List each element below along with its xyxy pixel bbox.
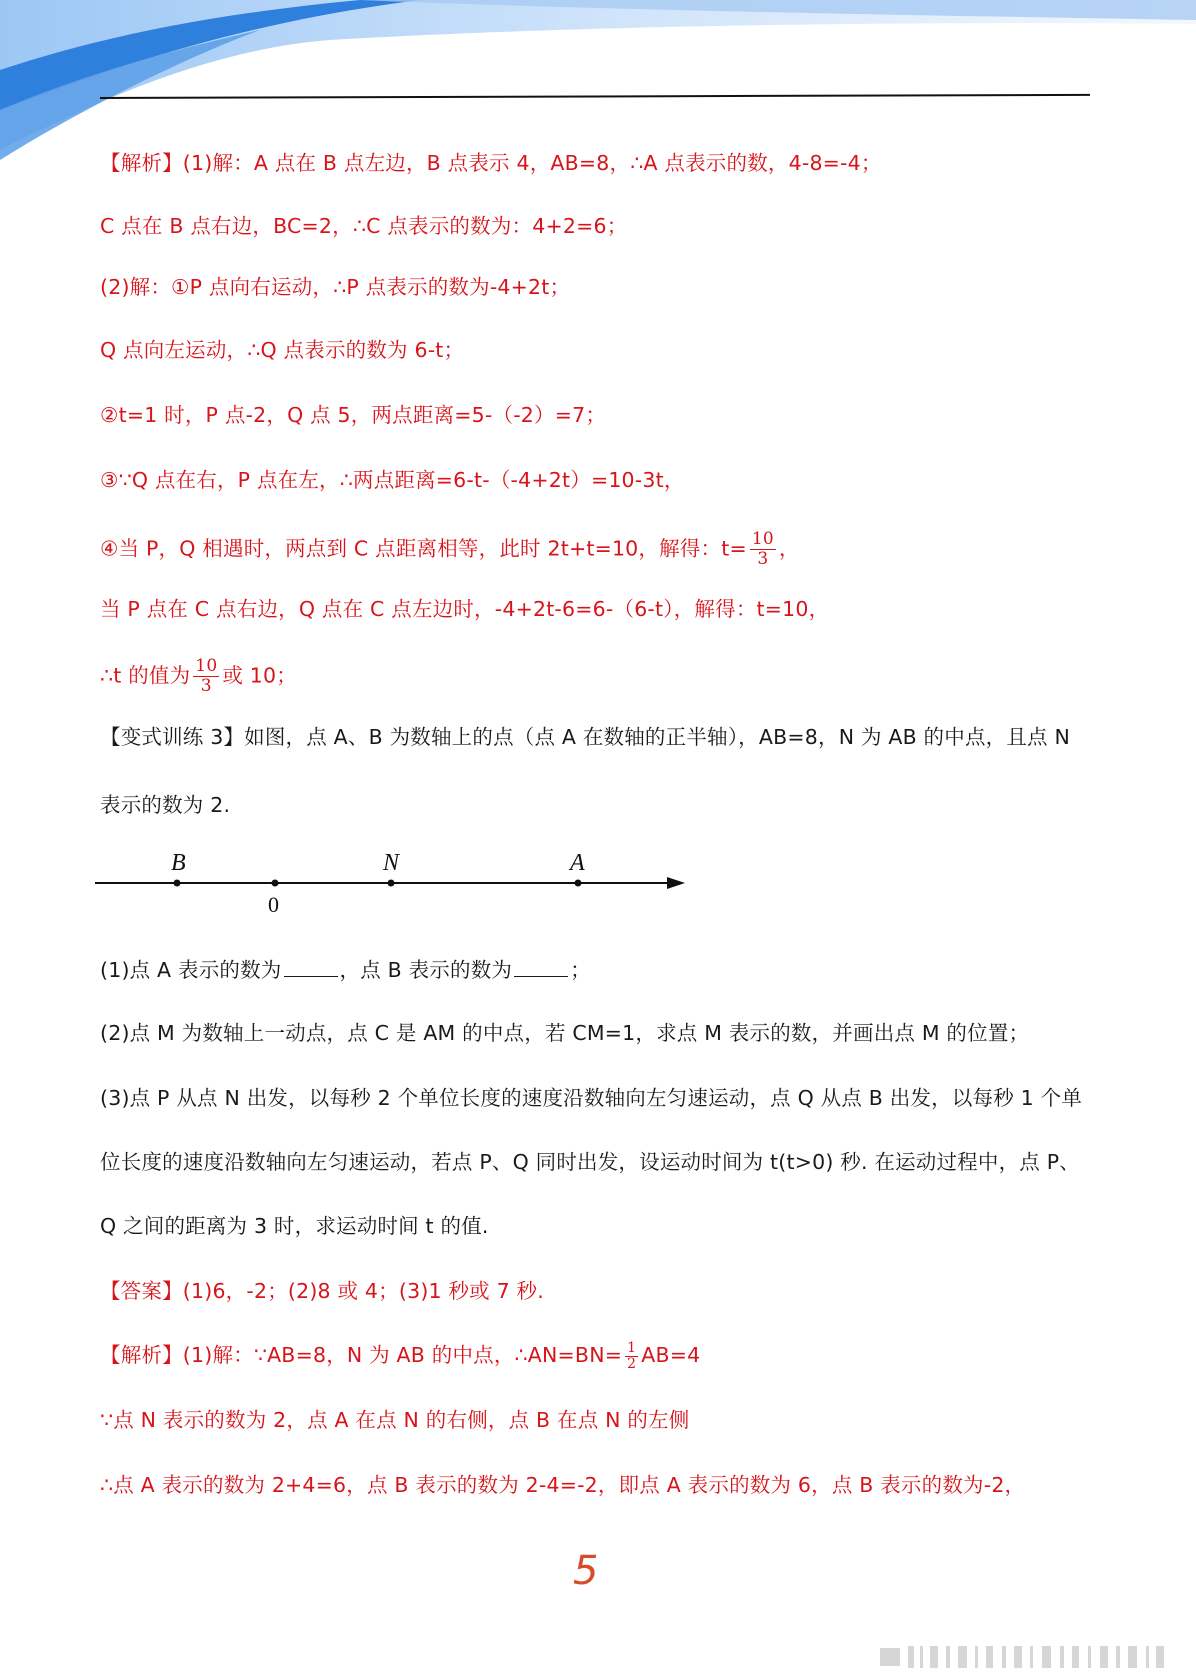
- number-line-figure: [95, 845, 695, 925]
- solution-line-7-text: ④当 P，Q 相遇时，两点到 C 点距离相等，此时 2t+t=10，解得：t=: [100, 536, 747, 561]
- problem-line-1: 【变式训练 3】如图，点 A、B 为数轴上的点（点 A 在数轴的正半轴），AB=8，N 为 AB 的中点，且点 N: [100, 725, 1071, 749]
- problem-line-2: 表示的数为 2.: [100, 793, 231, 817]
- solution-line-5: ②t=1 时，P 点-2，Q 点 5，两点距离=5-（-2）=7；: [100, 403, 607, 427]
- problem-part-2: (2)点 M 为数轴上一动点，点 C 是 AM 的中点，若 CM=1，求点 M 表示的数，并画出点 M 的位置；: [100, 1021, 1030, 1045]
- solution-line-6: ③∵Q 点在右，P 点在左，∴两点距离=6-t-（-4+2t）=10-3t，: [100, 468, 685, 492]
- problem-part-1: (1)点 A 表示的数为 ，点 B 表示的数为 ；: [100, 958, 591, 982]
- problem-part-3-line-1: (3)点 P 从点 N 出发，以每秒 2 个单位长度的速度沿数轴向左匀速运动，点 Q 从点 B 出发，以每秒 1 个单: [100, 1086, 1083, 1110]
- solution2-line-2: ∵点 N 表示的数为 2，点 A 在点 N 的右侧，点 B 在点 N 的左侧: [100, 1408, 690, 1432]
- fraction-ten-thirds: $\frac{10}{3}$: [751, 529, 774, 569]
- point-origin: [272, 880, 279, 887]
- fraction-ten-thirds: $\frac{10}{3}$: [195, 656, 218, 696]
- solution-line-9: ∴t 的值为 $\frac{10}{3}$ 或 10；: [100, 656, 297, 696]
- solution2-line-3: ∴点 A 表示的数为 2+4=6，点 B 表示的数为 2-4=-2，即点 A 表示的数为 6，点 B 表示的数为-2，: [100, 1473, 1026, 1497]
- solution-line-8: 当 P 点在 C 点右边，Q 点在 C 点左边时，-4+2t-6=6-（6-t），解得：t=10，: [100, 597, 830, 621]
- solution-line-7: ④当 P，Q 相遇时，两点到 C 点距离相等，此时 2t+t=10，解得：t= $\frac{10}{3}$ ，: [100, 529, 800, 569]
- answer-line: 【答案】(1)6，-2；(2)8 或 4；(3)1 秒或 7 秒.: [100, 1279, 544, 1303]
- answer-blank-a: [284, 958, 338, 977]
- page-number: 5: [573, 1548, 599, 1594]
- number-line-arrow: [667, 877, 685, 889]
- label-zero: 0: [268, 892, 279, 917]
- solution-line-1: 【解析】(1)解：A 点在 B 点左边，B 点表示 4，AB=8，∴A 点表示的数，4-8=-4；: [100, 151, 882, 175]
- problem-part-3-line-2: 位长度的速度沿数轴向左匀速运动，若点 P、Q 同时出发，设运动时间为 t(t>0) 秒. 在运动过程中，点 P、: [100, 1150, 1080, 1174]
- label-a: A: [570, 850, 585, 876]
- solution-line-4: Q 点向左运动，∴Q 点表示的数为 6-t；: [100, 338, 465, 362]
- point-a: [575, 880, 582, 887]
- problem-part-3-line-3: Q 之间的距离为 3 时，求运动时间 t 的值.: [100, 1214, 489, 1238]
- solution-line-3: (2)解：①P 点向右运动，∴P 点表示的数为-4+2t；: [100, 275, 571, 299]
- fraction-one-half: $\frac{1}{2}$: [627, 1339, 637, 1372]
- answer-blank-b: [514, 958, 568, 977]
- solution2-line-1: 【解析】(1)解：∵AB=8，N 为 AB 的中点，∴AN=BN= $\frac{1}{2}$ AB=4: [100, 1339, 701, 1372]
- solution-line-2: C 点在 B 点右边，BC=2，∴C 点表示的数为：4+2=6；: [100, 214, 628, 238]
- label-b: B: [171, 850, 186, 876]
- point-b: [174, 880, 181, 887]
- label-n: N: [383, 850, 400, 876]
- watermark-barcode: [880, 1642, 1170, 1672]
- point-n: [388, 880, 395, 887]
